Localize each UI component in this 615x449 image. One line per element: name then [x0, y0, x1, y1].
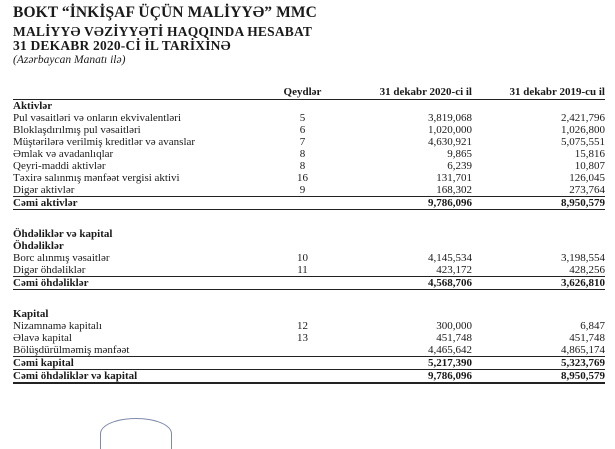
line-item-row [13, 136, 605, 148]
section-heading-row [13, 228, 605, 240]
total-label: Cəmi kapital [13, 357, 275, 370]
total-prior-value: 5,323,769 [472, 357, 605, 370]
total-label: Cəmi öhdəliklər və kapital [13, 370, 275, 384]
total-label: Cəmi öhdəliklər [13, 277, 275, 290]
line-item-row [13, 124, 605, 136]
balance-sheet-table [13, 83, 605, 384]
prior-year-column-header: 31 dekabr 2019-cu il [472, 83, 605, 100]
currency-note: (Azərbaycan Manatı ilə) [13, 54, 126, 66]
line-item-note: 9 [299, 184, 306, 196]
line-item-current-value: 131,701 [436, 172, 472, 184]
total-current-value: 5,217,390 [330, 357, 472, 370]
section-heading: Kapital [13, 308, 49, 320]
line-item-prior-value: 428,256 [569, 264, 605, 276]
line-item-note [275, 344, 330, 357]
line-item-current-value: 4,465,642 [428, 344, 472, 356]
company-name: BOKT “İNKİŞAF ÜÇÜN MALİYYƏ” MMC [13, 4, 317, 21]
total-current-value: 9,786,096 [330, 370, 472, 384]
line-item-label: Müştərilərə verilmiş kreditlər və avanslar [13, 136, 196, 148]
notes-column-header: Qeydlər [275, 83, 330, 100]
section-heading-row [13, 240, 605, 252]
line-item-row [13, 148, 605, 160]
line-item-row [13, 344, 605, 357]
section-heading: Aktivlər [13, 100, 53, 112]
line-item-label: Əlavə kapital [13, 332, 72, 344]
line-item-current-value: 4,145,534 [428, 252, 472, 264]
line-item-note: 13 [297, 332, 308, 344]
line-item-note: 6 [299, 124, 306, 136]
line-item-label: Digər aktivlər [13, 184, 75, 196]
line-item-row [13, 264, 605, 277]
section-heading: Öhdəliklər [13, 240, 64, 252]
line-item-row [13, 172, 605, 184]
line-item-label: Bölüşdürülməmiş mənfəət [13, 344, 130, 356]
spacer-row [13, 290, 605, 309]
line-item-note: 16 [297, 172, 308, 184]
line-item-label: Əmlak və avadanlıqlar [13, 148, 114, 160]
spacer-row [13, 210, 605, 229]
line-item-note: 8 [299, 160, 306, 172]
total-row [13, 357, 605, 370]
line-item-prior-value: 273,764 [569, 184, 605, 196]
line-item-prior-value: 15,816 [574, 148, 605, 160]
line-item-current-value: 1,020,000 [428, 124, 472, 136]
line-item-label: Borc alınmış vəsaitlər [13, 252, 110, 264]
total-row [13, 277, 605, 290]
line-item-prior-value: 451,748 [569, 332, 605, 344]
line-item-current-value: 300,000 [436, 320, 472, 332]
line-item-row [13, 184, 605, 197]
line-item-current-value: 168,302 [436, 184, 472, 196]
line-item-label: Pul vəsaitləri və onların ekvivalentləri [13, 112, 182, 124]
total-current-value: 9,786,096 [330, 197, 472, 210]
line-item-current-value: 423,172 [436, 264, 472, 276]
column-header-row [13, 83, 605, 100]
line-item-prior-value: 6,847 [580, 320, 605, 332]
line-item-row [13, 112, 605, 124]
line-item-row [13, 332, 605, 344]
line-item-note: 5 [299, 112, 306, 124]
total-current-value: 4,568,706 [330, 277, 472, 290]
line-item-row [13, 252, 605, 264]
statement-title: MALİYYƏ VƏZİYYƏTİ HAQQINDA HESABAT [13, 24, 313, 39]
total-label: Cəmi aktivlər [13, 197, 275, 210]
line-item-row [13, 160, 605, 172]
total-prior-value: 8,950,579 [472, 370, 605, 384]
line-item-note: 7 [299, 136, 306, 148]
line-item-note: 12 [297, 320, 308, 332]
line-item-prior-value: 1,026,800 [561, 124, 605, 136]
line-item-current-value: 3,819,068 [428, 112, 472, 124]
balance-sheet-body [13, 100, 605, 384]
line-item-current-value: 6,239 [447, 160, 472, 172]
section-heading-row [13, 308, 605, 320]
section-heading-row [13, 100, 605, 113]
line-item-note: 11 [297, 264, 308, 276]
line-item-prior-value: 10,807 [574, 160, 605, 172]
line-item-label: Digər öhdəliklər [13, 264, 86, 276]
total-prior-value: 3,626,810 [472, 277, 605, 290]
line-item-prior-value: 3,198,554 [561, 252, 605, 264]
line-item-current-value: 4,630,921 [428, 136, 472, 148]
line-item-current-value: 9,865 [447, 148, 472, 160]
line-item-prior-value: 2,421,796 [561, 112, 605, 124]
total-row [13, 370, 605, 384]
line-item-label: Qeyri-maddi aktivlər [13, 160, 106, 172]
current-year-column-header: 31 dekabr 2020-ci il [330, 83, 472, 100]
line-item-current-value: 451,748 [436, 332, 472, 344]
line-item-prior-value: 4,865,174 [561, 344, 605, 356]
line-item-row [13, 320, 605, 332]
signature-mark [100, 418, 172, 449]
total-prior-value: 8,950,579 [472, 197, 605, 210]
line-item-note: 8 [299, 148, 306, 160]
line-item-prior-value: 5,075,551 [561, 136, 605, 148]
section-heading: Öhdəliklər və kapital [13, 228, 113, 240]
line-item-label: Bloklaşdırılmış pul vəsaitləri [13, 124, 141, 136]
line-item-label: Təxirə salınmış mənfəət vergisi aktivi [13, 172, 180, 184]
line-item-prior-value: 126,045 [569, 172, 605, 184]
line-item-note: 10 [297, 252, 308, 264]
statement-date: 31 DEKABR 2020-Cİ İL TARİXİNƏ [13, 38, 231, 53]
total-row [13, 197, 605, 210]
line-item-label: Nizamnamə kapitalı [13, 320, 102, 332]
